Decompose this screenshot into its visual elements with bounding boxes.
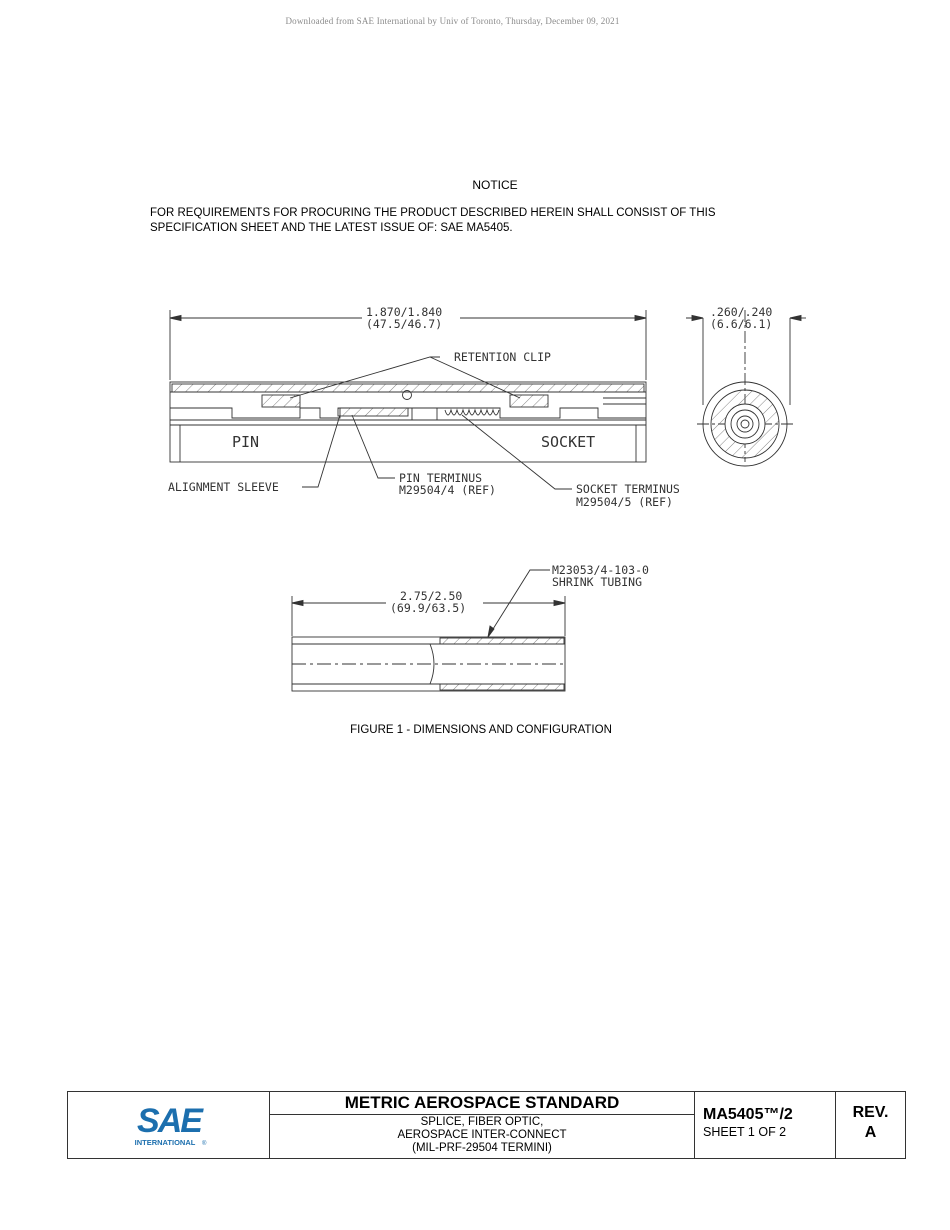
sheet-number: SHEET 1 OF 2 bbox=[703, 1125, 787, 1139]
notice-line-1: FOR REQUIREMENTS FOR PROCURING THE PRODUCT DESCRIBED HEREIN SHALL CONSIST OF THIS bbox=[150, 207, 716, 219]
revision-label: REV. bbox=[852, 1104, 889, 1121]
pin-terminus-ref-label: M29504/4 (REF) bbox=[399, 483, 496, 497]
description-line-3: (MIL-PRF-29504 TERMINI) bbox=[412, 1142, 552, 1154]
logo-mark: ® bbox=[201, 1141, 206, 1147]
description bbox=[270, 1115, 694, 1155]
diameter-label: .260/.240 bbox=[710, 305, 773, 319]
notice-line-2: SPECIFICATION SHEET AND THE LATEST ISSUE OF: SAE MA5405. bbox=[150, 222, 513, 234]
title-block bbox=[67, 1091, 906, 1159]
technical-drawing bbox=[0, 290, 950, 710]
diameter-mm-label: (6.6/6.1) bbox=[710, 317, 773, 331]
description-line-2: AEROSPACE INTER-CONNECT bbox=[397, 1129, 567, 1141]
tubing-length-mm-label: (69.9/63.5) bbox=[390, 601, 467, 615]
download-note: Downloaded from SAE International by Univ of Toronto, Thursday, December 09, 2021 bbox=[285, 16, 620, 26]
logo-text: SAE bbox=[136, 1102, 201, 1140]
notice-body bbox=[150, 206, 850, 236]
socket-label: SOCKET bbox=[541, 433, 596, 451]
document-number: MA5405™/2 bbox=[703, 1106, 793, 1123]
sae-logo-icon bbox=[124, 1100, 214, 1150]
socket-terminus-label: SOCKET TERMINUS bbox=[576, 482, 680, 496]
end-view bbox=[686, 310, 806, 466]
notice-title: NOTICE bbox=[472, 178, 518, 192]
pin-terminus-label: PIN TERMINUS bbox=[399, 471, 483, 485]
alignment-sleeve-label: ALIGNMENT SLEEVE bbox=[168, 480, 279, 494]
tubing-length-label: 2.75/2.50 bbox=[400, 589, 463, 603]
drawing-labels bbox=[168, 305, 772, 615]
splice-length-mm-label: (47.5/46.7) bbox=[366, 317, 443, 331]
standard-title: METRIC AEROSPACE STANDARD bbox=[270, 1092, 694, 1115]
revision-value: A bbox=[864, 1124, 877, 1141]
description-line-1: SPLICE, FIBER OPTIC, bbox=[420, 1116, 544, 1128]
sae-logo-cell bbox=[68, 1092, 270, 1158]
figure-caption: FIGURE 1 - DIMENSIONS AND CONFIGURATION bbox=[350, 724, 612, 736]
title-cell bbox=[270, 1092, 695, 1158]
socket-terminus-ref-label: M29504/5 (REF) bbox=[576, 495, 673, 509]
pin-label: PIN bbox=[232, 433, 260, 451]
logo-sub: INTERNATIONAL bbox=[134, 1138, 195, 1147]
tubing-name-label: SHRINK TUBING bbox=[552, 575, 643, 589]
tubing-part-label: M23053/4-103-0 bbox=[552, 563, 649, 577]
leader-lines bbox=[290, 357, 572, 489]
splice-length-label: 1.870/1.840 bbox=[366, 305, 443, 319]
document-number-cell bbox=[695, 1092, 836, 1158]
revision-cell bbox=[836, 1092, 905, 1158]
retention-clip-label: RETENTION CLIP bbox=[454, 350, 551, 364]
